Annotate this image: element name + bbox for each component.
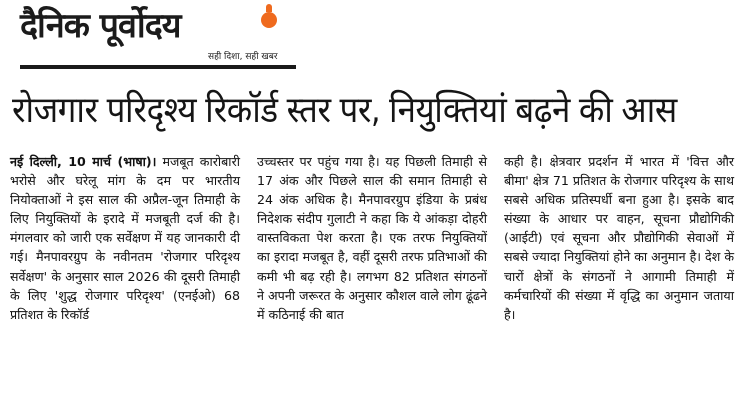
dateline: नई दिल्ली, 10 मार्च (भाषा)। (10, 154, 157, 169)
article-column-3 (504, 152, 734, 324)
article-body (10, 152, 734, 407)
column-1-body: मजबूत कारोबारी भरोसे और घरेलू मांग के दम पर भारतीय नियोक्ताओं ने इस साल की अप्रैल-जून तिमाही के लिए नियुक्तियों के इरादे में मजबूती दर्ज की है। मंगलवार को जारी एक सर्वेक्षण में यह जानकारी दी गई। मैनपावरग्रुप के नवीनतम 'रोजगार परिदृश्य सर्वेक्षण' के अनुसार साल 2026 की दूसरी तिमाही के लिए 'शुद्ध रोजगार परिदृश्य' (एनईओ) 68 प्रतिशत के रिकॉर्ड (10, 154, 240, 322)
masthead-divider (20, 65, 296, 69)
logo-sun-ray-icon (266, 4, 272, 12)
newspaper-logo: दैनिक पूर्वोदय (20, 6, 181, 46)
masthead-tagline: सही दिशा, सही खबर (208, 52, 278, 62)
masthead (10, 0, 310, 74)
column-2-body: उच्चस्तर पर पहुंच गया है। यह पिछली तिमाही से 17 अंक और पिछले साल की समान तिमाही से 24 अंक अधिक है। मैनपावरग्रुप इंडिया के प्रबंध निदेशक संदीप गुलाटी ने कहा कि ये आंकड़ा दोहरी वास्तविकता पेश करता है। एक तरफ नियुक्तियों का इरादा मजबूत है, वहीं दूसरी तरफ प्रतिभाओं की कमी भी बढ़ रही है। लगभग 82 प्रतिशत संगठनों ने अपनी जरूरत के अनुसार कौशल वाले लोग ढूंढने में कठिनाई की बात (257, 154, 487, 322)
article-column-2 (257, 152, 487, 324)
logo-sun-icon (261, 12, 277, 28)
article-column-1 (10, 152, 240, 324)
article-headline: रोजगार परिदृश्य रिकॉर्ड स्तर पर, नियुक्तियां बढ़ने की आस (12, 90, 677, 131)
column-1-text (10, 152, 240, 324)
column-3-body: कही है। क्षेत्रवार प्रदर्शन में भारत में 'वित्त और बीमा' क्षेत्र 71 प्रतिशत के रोजगार परिदृश्य के साथ सबसे अधिक प्रतिस्पर्धी बना हुआ है। इसके बाद संख्या के आधार पर वाहन, सूचना प्रौद्योगिकी (आईटी) एवं सूचना और प्रौद्योगिकी सेवाओं में सबसे ज्यादा नियुक्तियां होने का अनुमान है। देश के चारों क्षेत्रों के संगठनों ने आगामी तिमाही में कर्मचारियों की संख्या में वृद्धि का अनुमान जताया है। (504, 154, 734, 322)
